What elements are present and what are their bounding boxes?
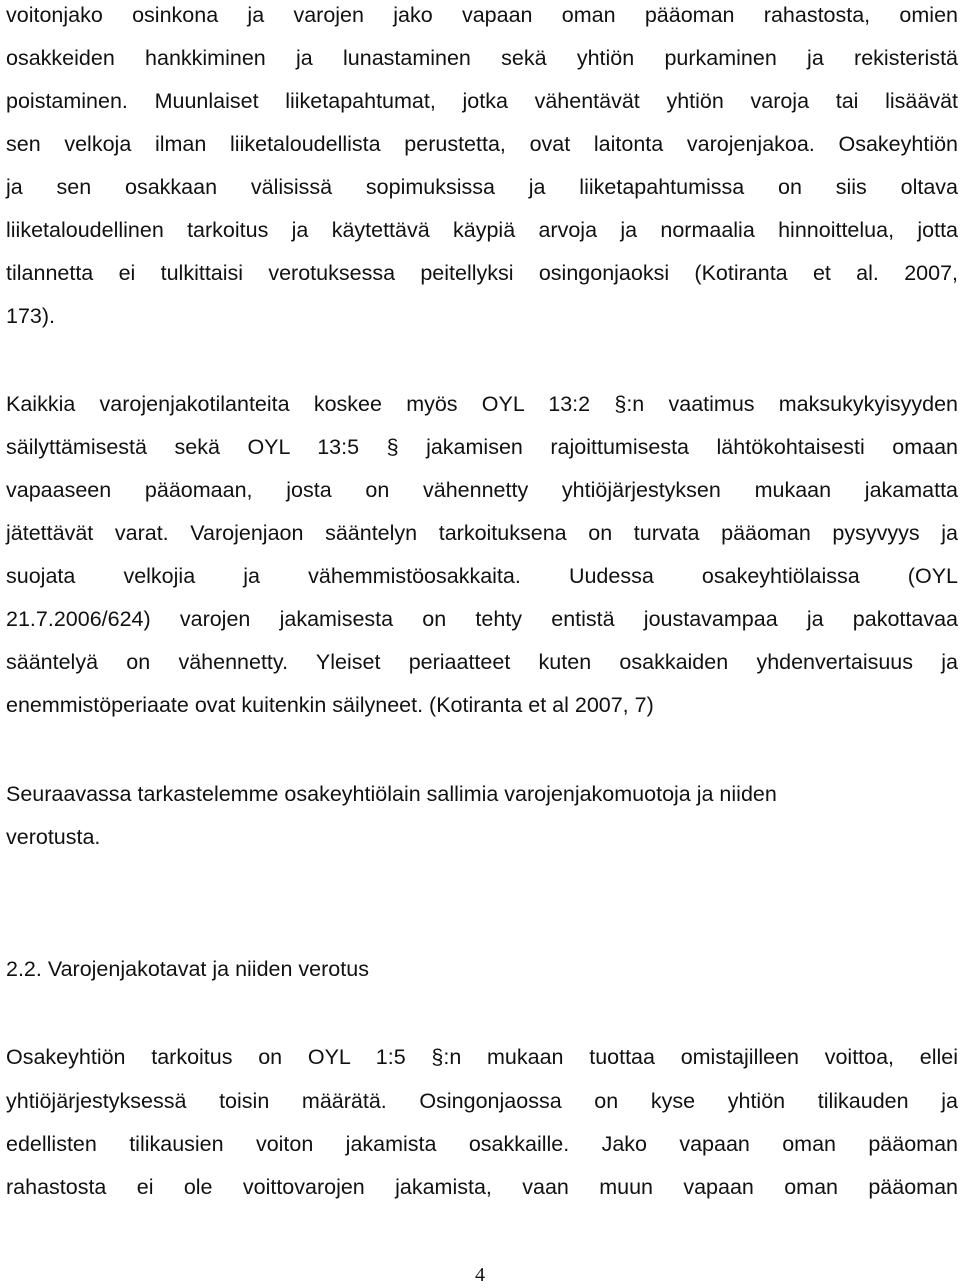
paragraph-line: Kaikkia varojenjakotilanteita koskee myös OYL 13:2 §:n vaatimus maksukykyisyyden xyxy=(6,392,958,416)
paragraph-line: jätettävät varat. Varojenjaon sääntelyn tarkoituksena on turvata pääoman pysyvyys ja xyxy=(6,521,958,545)
page-number: 4 xyxy=(475,1264,485,1286)
paragraph-line: suojata velkojia ja vähemmistöosakkaita. Uudessa osakeyhtiölaissa (OYL xyxy=(6,564,958,588)
paragraph-line: edellisten tilikausien voiton jakamista osakkaille. Jako vapaan oman pääoman xyxy=(6,1132,958,1156)
paragraph-line: liiketaloudellinen tarkoitus ja käytettävä käypiä arvoja ja normaalia hinnoittelua, jotta xyxy=(6,218,958,242)
paragraph-line: 173). xyxy=(6,304,56,328)
paragraph-line: enemmistöperiaate ovat kuitenkin säilyneet. (Kotiranta et al 2007, 7) xyxy=(6,693,654,717)
paragraph-line: yhtiöjärjestyksessä toisin määrätä. Osingonjaossa on kyse yhtiön tilikauden ja xyxy=(6,1089,958,1113)
paragraph-line: rahastosta ei ole voittovarojen jakamista, vaan muun vapaan oman pääoman xyxy=(6,1175,958,1199)
section-heading: 2.2. Varojenjakotavat ja niiden verotus xyxy=(6,957,369,981)
paragraph-line: tilannetta ei tulkittaisi verotuksessa peitellyksi osingonjaoksi (Kotiranta et al. 2007, xyxy=(6,261,958,285)
paragraph-line: poistaminen. Muunlaiset liiketapahtumat, jotka vähentävät yhtiön varoja tai lisäävät xyxy=(6,89,958,113)
paragraph-line: sen velkoja ilman liiketaloudellista perustetta, ovat laitonta varojenjakoa. Osakeyhtiön xyxy=(6,132,958,156)
paragraph-line: verotusta. xyxy=(6,825,101,849)
paragraph-line: vapaaseen pääomaan, josta on vähennetty yhtiöjärjestyksen mukaan jakamatta xyxy=(6,478,958,502)
paragraph-line: ja sen osakkaan välisissä sopimuksissa ja liiketapahtumissa on siis oltava xyxy=(6,175,958,199)
paragraph-line: sääntelyä on vähennetty. Yleiset periaatteet kuten osakkaiden yhdenvertaisuus ja xyxy=(6,650,958,674)
paragraph-line: Seuraavassa tarkastelemme osakeyhtiölain sallimia varojenjakomuotoja ja niiden xyxy=(6,782,777,806)
paragraph-line: voitonjako osinkona ja varojen jako vapaan oman pääoman rahastosta, omien xyxy=(6,3,958,27)
paragraph-line: Osakeyhtiön tarkoitus on OYL 1:5 §:n mukaan tuottaa omistajilleen voittoa, ellei xyxy=(6,1045,958,1069)
paragraph-line: osakkeiden hankkiminen ja lunastaminen sekä yhtiön purkaminen ja rekisteristä xyxy=(6,46,958,70)
paragraph-line: säilyttämisestä sekä OYL 13:5 § jakamisen rajoittumisesta lähtökohtaisesti omaan xyxy=(6,435,958,459)
paragraph-line: 21.7.2006/624) varojen jakamisesta on tehty entistä joustavampaa ja pakottavaa xyxy=(6,607,958,631)
